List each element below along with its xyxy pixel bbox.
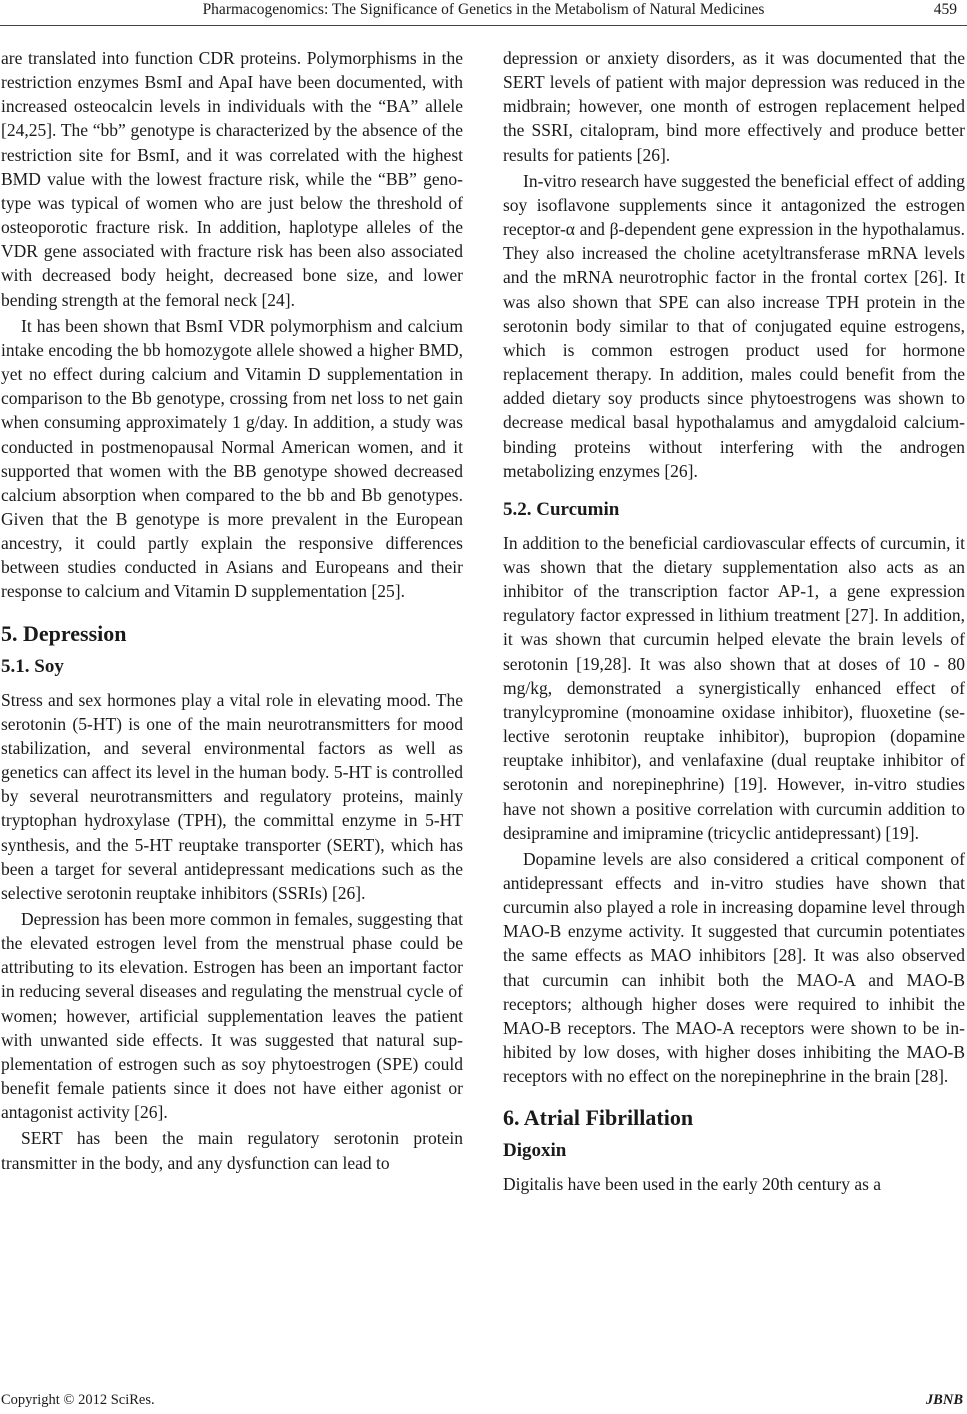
subsection-heading: 5.1. Soy [1, 655, 64, 677]
paragraph: Stress and sex hormones play a vital role in elevating mood. The serotonin (5-HT) is one of the main neurotransmitters for mood stabilization, and several environmental factors as well as genetics can affect its level in the human body. 5-HT is controlled by several neurotransmitters and regulatory proteins, mainly tryptophan hydroxylase (TPH), the committal enzyme in 5-HT synthesis, and the 5-HT reuptake transporter (SERT), which has been a target for several antidepressant medications such as the selective serotonin reuptake inhibitors (SSRIs) [26]. [1, 689, 463, 903]
paragraph: SERT has been the main regulatory serotonin protein transmitter in the body, and any dysfunction can lead to [1, 1128, 463, 1173]
left-column [1, 46, 463, 1175]
running-header-title: Pharmacogenomics: The Significance of Genetics in the Metabolism of Natural Medicines [202, 1, 765, 18]
paragraph: Depression has been more common in females, suggesting that the elevated estrogen level from the menstrual phase could be attributing to its elevation. Estrogen has been an important factor in reducing several diseases and regulating the menstrual cycle of women; however, artificial supplementation leaves the patient with unwanted side effects. It was suggested that natural supplementation of estrogen such as soy phytoestrogen (SPE) could benefit female patients since it does not have either agonist or antagonist activity [26]. [1, 909, 463, 1123]
paragraph: are translated into function CDR proteins. Polymorphisms in the restriction enzymes BsmI and ApaI have been documented, with increased osteocalcin levels in individuals with the “BA” allele [24,25]. The “bb” genotype is characterized by the absence of the restriction site for BsmI, and it was correlated with the highest BMD value with the lowest fracture risk, while the “BB” genotype was typical of women who are just below the threshold of osteoporotic fracture risk. In addition, haplotype alleles of the VDR gene associated with fracture risk has been also associated with decreased body height, decreased bone size, and lower bending strength at the femoral neck [24]. [1, 48, 463, 310]
paragraph: It has been shown that BsmI VDR polymorphism and calcium intake encoding the bb homozygote allele showed a higher BMD, yet no effect during calcium and Vitamin D supplementation in comparison to the Bb genotype, crossing from net loss to net gain when consuming approximately 1 g/day. In addition, a study was conducted in postmenopausal Normal American women, and it supported that women with the BB genotype showed decreased calcium absorption when compared to the bb and Bb genotypes. Given that the B genotype is more prevalent in the European ancestry, it could partly explain the responsive differences between studies conducted in Asians and Europeans and their response to calcium and Vitamin D supplementation [25]. [1, 315, 463, 602]
page-footer [0, 1390, 967, 1410]
paragraph: depression or anxiety disorders, as it was documented that the SERT levels of patient with major depression was reduced in the midbrain; however, one month of estrogen replacement helped the SSRI, citalopram, bind more effectively and produce better results for patients [26]. [503, 48, 965, 165]
copyright-notice: Copyright © 2012 SciRes. [1, 1392, 155, 1408]
paragraph: Dopamine levels are also considered a critical component of antidepressant effects and in-vitro studies have shown that curcumin also played a role in increasing dopamine level through MAO-B enzyme activity. It suggested that curcumin potentiates the same effects as MAO inhibitors [28]. It was also observed that curcumin can inhibit both the MAO-A and MAO-B receptors; although higher doses were required to inhibit the MAO-B receptors. The MAO-A receptors were shown to be inhibited by low doses, with higher doses inhibiting the MAO-B receptors with no effect on the norepinephrine in the brain [28]. [503, 848, 965, 1087]
header-rule [0, 25, 967, 26]
subsection-heading: 5.2. Curcumin [503, 498, 620, 520]
right-column [503, 46, 965, 1197]
paragraph: In-vitro research have suggested the beneficial effect of adding soy isoflavone supplements since it antagonized the estrogen receptor-α and β-dependent gene expression in the hypothalamus. They also increased the choline acetyltransferase mRNA levels and the mRNA neurotrophic factor in the frontal cortex [26]. It was also shown that SPE can also increase TPH protein in the serotonin body similar to that of conjugated equine estrogens, which is common estrogen product used for hormone replacement therapy. In addition, males could benefit from the added dietary soy products since phytoestrogens was shown to decrease medical basal hypothalamus and amygdaloid calcium-binding proteins without interfering with the androgen metabolizing enzymes [26]. [503, 170, 965, 481]
subsection-heading: Digoxin [503, 1140, 567, 1162]
journal-abbreviation: JBNB [925, 1392, 963, 1408]
paragraph: In addition to the beneficial cardiovascular effects of curcumin, it was shown that the dietary supplementation also acts as an inhibitor of the transcription factor AP-1, a gene expression regulatory factor expressed in lithium treatment [27]. In addition, it was shown that curcumin helped elevate the brain levels of serotonin [19,28]. It was also shown that at doses of 10 - 80 mg/kg, demonstrated a synergistically enhanced effect of tranylcypromine (monoamine oxidase inhibitor), fluoxetine (selective serotonin reuptake inhibitor), bupropion (dopamine reuptake inhibitor), and venlafaxine (dual reuptake inhibitor of serotonin and norepinephrine) [19]. However, in-vitro studies have not shown a positive correlation with curcumin addition to desipramine and imipramine (tricyclic antidepressant) [19]. [503, 532, 965, 843]
section-heading: 6. Atrial Fibrillation [503, 1105, 694, 1131]
page-number: 459 [933, 1, 957, 18]
section-heading: 5. Depression [1, 620, 127, 646]
running-header [0, 0, 967, 30]
paragraph: Digitalis have been used in the early 20th century as a [503, 1174, 882, 1195]
